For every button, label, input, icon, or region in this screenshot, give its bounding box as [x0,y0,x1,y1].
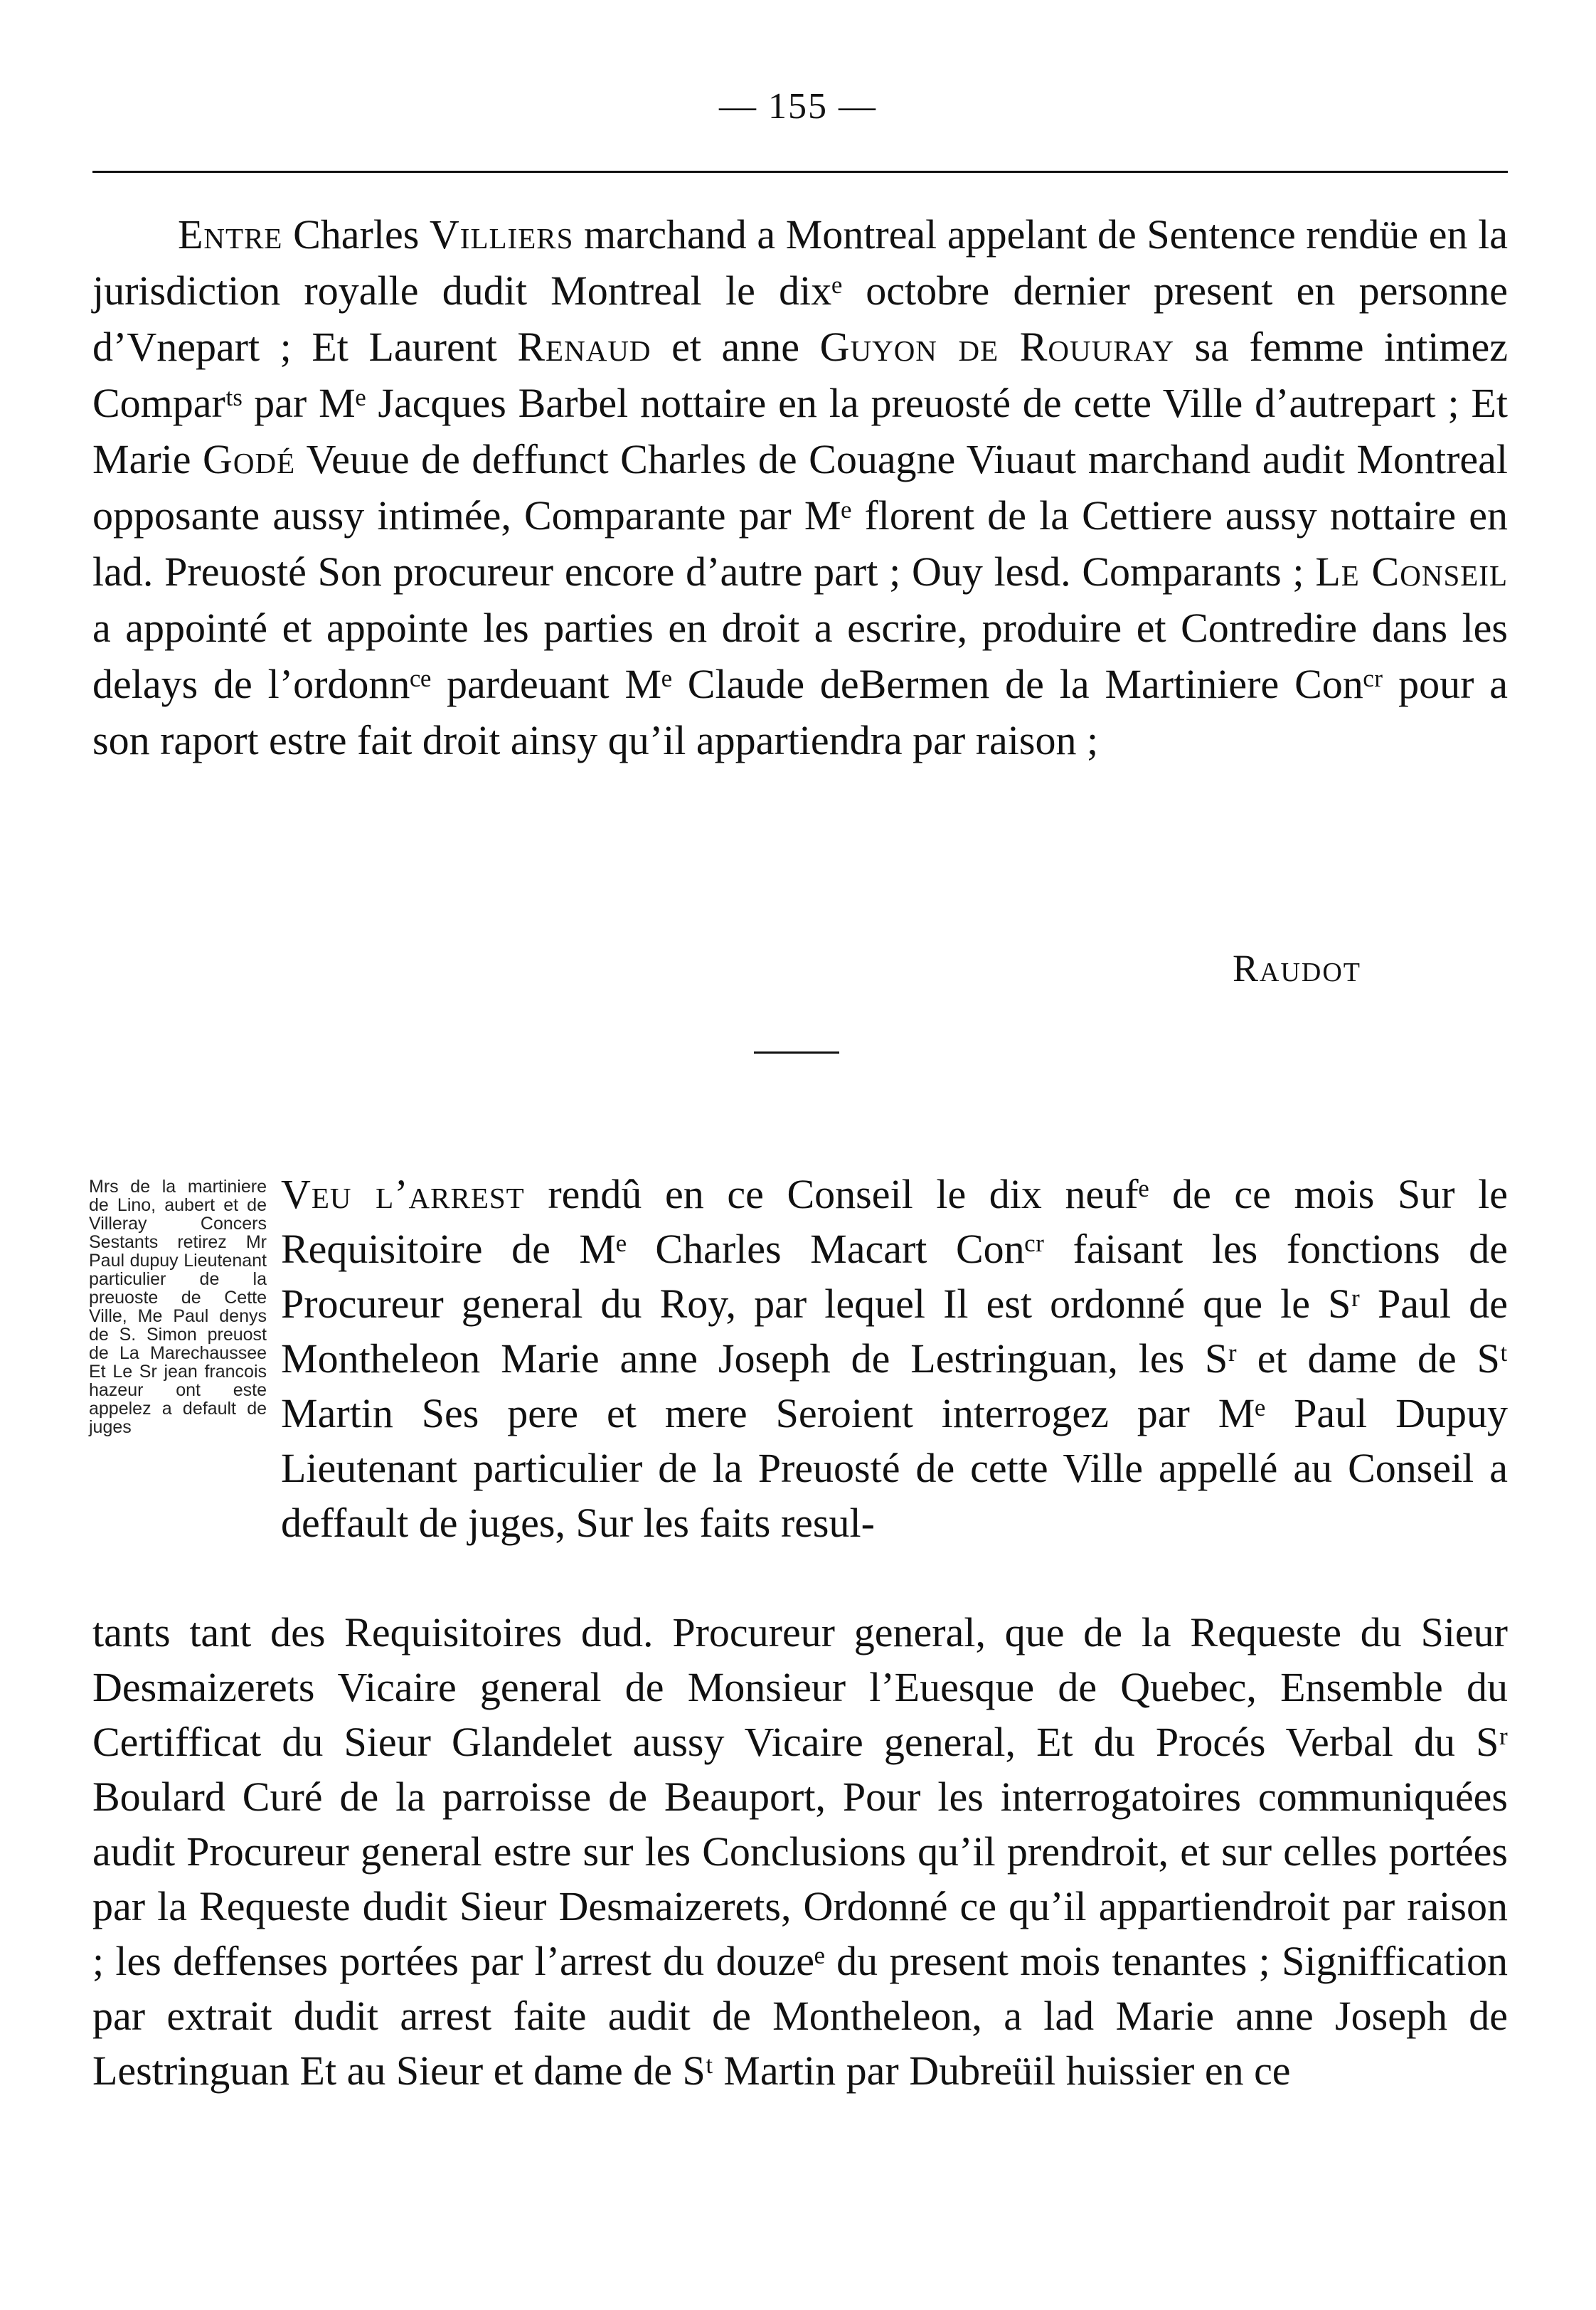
name-villiers: Villiers [429,211,574,258]
entry-text-3: et anne [651,324,820,370]
veu-paragraph-continued [92,1605,1508,2098]
veu-lead-word: Veu l’arrest [281,1171,525,1217]
veu-text-first: rendû en ce Conseil le dix neufᵉ de ce mois Sur le Requisitoire de Mᵉ Charles Macart Conᶜʳ faisant les fonctions de Procureur general du Roy, par lequel Il est ordonné que le Sʳ Paul de Montheleon Marie anne Joseph de Lestringuan, les Sʳ et dame de Sᵗ Martin Ses pere et mere Seroient interrogez par Mᵉ Paul Dupuy Lieutenant particulier de la Preuosté de cette Ville appellé au Conseil a deffault de juges, Sur les faits resul- [281,1171,1509,1546]
entry-paragraph [92,206,1508,768]
name-gode: Godé [203,436,296,482]
entry-lead-word: Entre [178,211,283,258]
signature-raudot: Raudot [1233,947,1361,990]
veu-text-rest: tants tant des Requisitoires dud. Procureur general, que de la Requeste du Sieur Desmaizerets Vicaire general de Monsieur l’Euesque de Quebec, Ensemble du Certifficat du Sieur Glandelet aussy Vicaire general, Et du Procés Verbal du Sʳ Boulard Curé de la parroisse de Beauport, Pour les interrogatoires communiquées audit Procureur general estre sur les Conclusions qu’il prendroit, et sur celles portées par la Requeste dudit Sieur Desmaizerets, Ordonné ce qu’il appartiendroit par raison ; les deffenses portées par l’arrest du douzeᵉ du present mois tenantes ; Signiffication par extrait dudit arrest faite audit de Montheleon, a lad Marie anne Joseph de Lestringuan Et au Sieur et dame de Sᵗ Martin par Dubreüil huissier en ce [92,1609,1508,2094]
entry-text-1: Charles [282,211,430,258]
entry-text-2: marchand a Montreal appelant de Sentence rendüe en la jurisdiction royalle dudit Montreal le dixᵉ octobre dernier present en personne d’Vnepart ; Et Laurent [92,211,1509,370]
margin-note: Mrs de la martiniere de Lino, aubert et de Villeray Concers Sestants retirez Mr Paul dupuy Lieutenant particulier de la preuoste de Cette Ville, Me Paul denys de S. Simon preuost de La Marechaussee Et Le Sr jean francois hazeur ont este appelez a default de juges [89,1177,267,1437]
veu-paragraph-start [281,1167,1508,1550]
entry-text-4: sa femme intimez Comparᵗˢ par Mᵉ Jacques Barbel nottaire en la preuosté de cette Ville d’autrepart ; Et Marie [92,324,1508,482]
le-conseil: Le Conseil [1315,549,1509,595]
entry-text-6: a appointé et appointe les parties en droit a escrire, produire et Contredire dans les delays de l’ordonnᶜᵉ pardeuant Mᵉ Claude deBermen de la Martiniere Conᶜʳ pour a son raport estre fait droit ainsy qu’il appartiendra par raison ; [92,605,1508,763]
page-number: — 155 — [719,86,877,127]
entry-text-5: Veuue de deffunct Charles de Couagne Viuaut marchand audit Montreal opposante aussy intimée, Comparante par Mᵉ florent de la Cettiere aussy nottaire en lad. Preuosté Son procureur encore d’autre part ; Ouy lesd. Comparants ; [92,436,1508,595]
section-divider [754,1051,839,1054]
header-rule [92,171,1508,173]
name-guyon: Guyon de Rouuray [819,324,1175,370]
name-renaud: Renaud [517,324,651,370]
